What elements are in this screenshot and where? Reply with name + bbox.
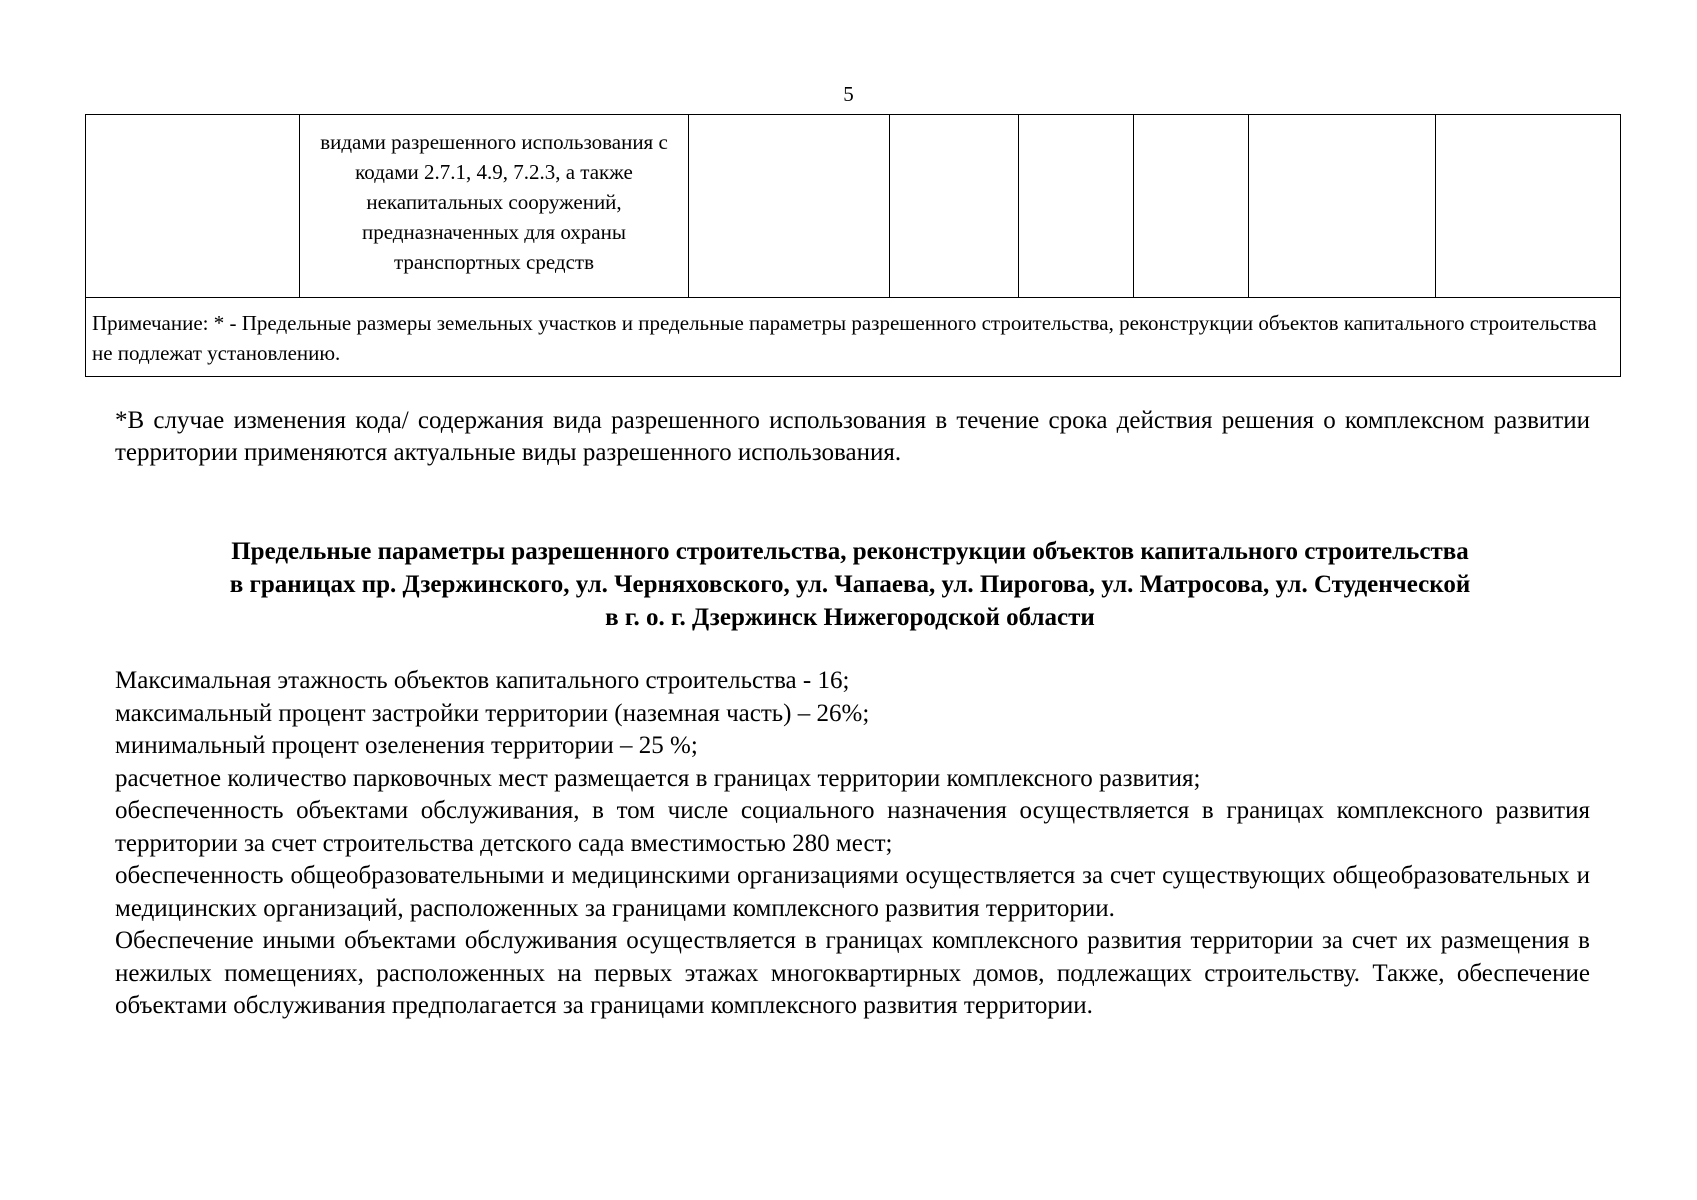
footnote: *В случае изменения кода/ содержания вида разрешенного использования в течение срока действия решения о комплексном развитии территории применяются актуальные виды разрешенного использования. [115, 407, 1590, 466]
table-cell-empty [1019, 115, 1134, 298]
parameter-min-greenery: минимальный процент озеленения территории – 25 %; [115, 732, 698, 759]
section-title [100, 535, 1600, 634]
parameters-table [85, 114, 1621, 377]
parameter-social-services: обеспеченность объектами обслуживания, в том числе социального назначения осуществляется в границах комплексного развития территории за счет строительства детского сада вместимостью 280 мест; [115, 797, 1590, 857]
parameter-max-floors: Максимальная этажность объектов капитального строительства - 16; [115, 667, 850, 694]
section-title-line: в г. о. г. Дзержинск Нижегородской области [605, 604, 1095, 631]
table-cell-permitted-use [300, 115, 689, 298]
parameter-parking: расчетное количество парковочных мест размещается в границах территории комплексного развития; [115, 764, 1201, 792]
parameters-list [115, 665, 1590, 1023]
parameter-schools-medical: обеспеченность общеобразовательными и медицинскими организациями осуществляется за счет существующих общеобразовательных и медицинских организаций, расположенных за границами комплексного развития территории. [115, 862, 1590, 922]
parameter-max-coverage: максимальный процент застройки территории (наземная часть) – 26%; [115, 699, 870, 727]
table-note: Примечание: * - Предельные размеры земельных участков и предельные параметры разрешенного строительства, реконструкции объектов капитального строительства не подлежат установлению. [86, 298, 1621, 377]
permitted-use-text: видами разрешенного использования с кодами 2.7.1, 4.9, 7.2.3, а также некапитальных сооружений, предназначенных для охраны транспортных средств [320, 130, 668, 274]
table-cell-empty [1134, 115, 1249, 298]
parameter-other-services: Обеспечение иными объектами обслуживания осуществляется в границах комплексного развития территории за счет их размещения в нежилых помещениях, расположенных на первых этажах многоквартирных домов, подлежащих строительству. Также, обеспечение объектами обслуживания предполагается за границами комплексного развития территории. [115, 927, 1590, 1019]
table-row-note [86, 298, 1621, 377]
table-cell-empty [689, 115, 890, 298]
section-title-line: в границах пр. Дзержинского, ул. Черняховского, ул. Чапаева, ул. Пирогова, ул. Матросова, ул. Студенческой [229, 571, 1471, 598]
section-title-line: Предельные параметры разрешенного строительства, реконструкции объектов капитального строительства [231, 538, 1469, 565]
table-cell-empty [1436, 115, 1621, 298]
table-cell-empty [890, 115, 1019, 298]
table-row [86, 115, 1621, 298]
table-cell-empty [86, 115, 300, 298]
table-cell-empty [1249, 115, 1436, 298]
page-number: 5 [843, 82, 854, 106]
